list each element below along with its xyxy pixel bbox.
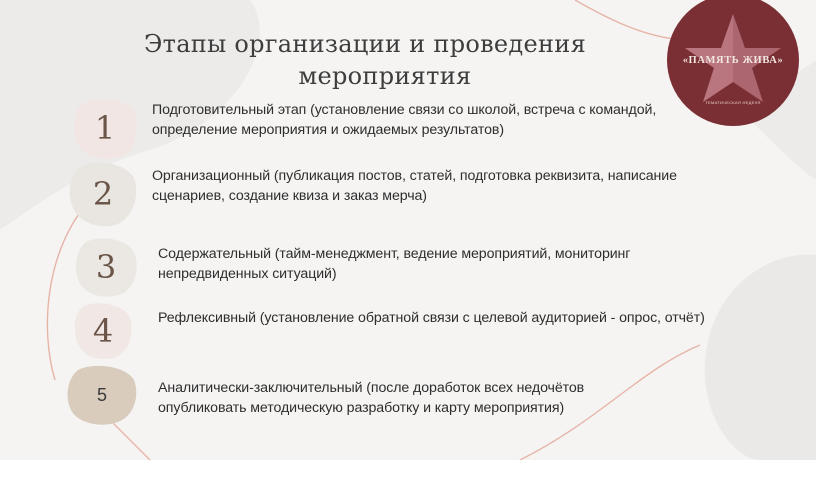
step-description: Рефлексивный (установление обратной связи с целевой аудиторией - опрос, отчёт) [158,310,705,326]
step-number: 3 [95,248,117,286]
step-number: 1 [94,109,116,147]
step-description: Подготовительный этап (установление связи со школой, встреча с командой, определение мероприятия и ожидаемых результатов) [152,102,657,138]
step-1 [0,96,816,166]
title-line-2: мероприятия [298,62,472,90]
step-4 [0,300,816,370]
step-2 [0,158,816,228]
title-line-1: Этапы организации и проведения [143,30,587,58]
step-description: Организационный (публикация постов, статей, подготовка реквизита, написание сценариев, создание квиза и заказ мерча) [152,168,677,204]
step-number-badge [68,160,138,228]
logo-subtext: ТЕМАТИЧЕСКАЯ НЕДЕЛЯ [705,100,761,105]
step-5 [0,364,816,434]
step-number: 4 [92,312,114,350]
step-number-badge [72,96,138,160]
step-number-badge [66,364,138,426]
slide-title [120,28,610,92]
step-number: 2 [92,175,114,213]
step-3 [0,234,816,304]
step-description: Аналитически-заключительный (после доработок всех недочётов опубликовать методическую разработку и карту мероприятия) [158,380,585,416]
step-number-badge [74,302,132,360]
step-number-badge [74,236,138,298]
step-number: 5 [96,384,107,405]
logo-text: «ПАМЯТЬ ЖИВА» [682,55,784,66]
step-description: Содержательный (тайм-менеджмент, ведение мероприятий, мониторинг непредвиденных ситуаций) [158,246,631,282]
